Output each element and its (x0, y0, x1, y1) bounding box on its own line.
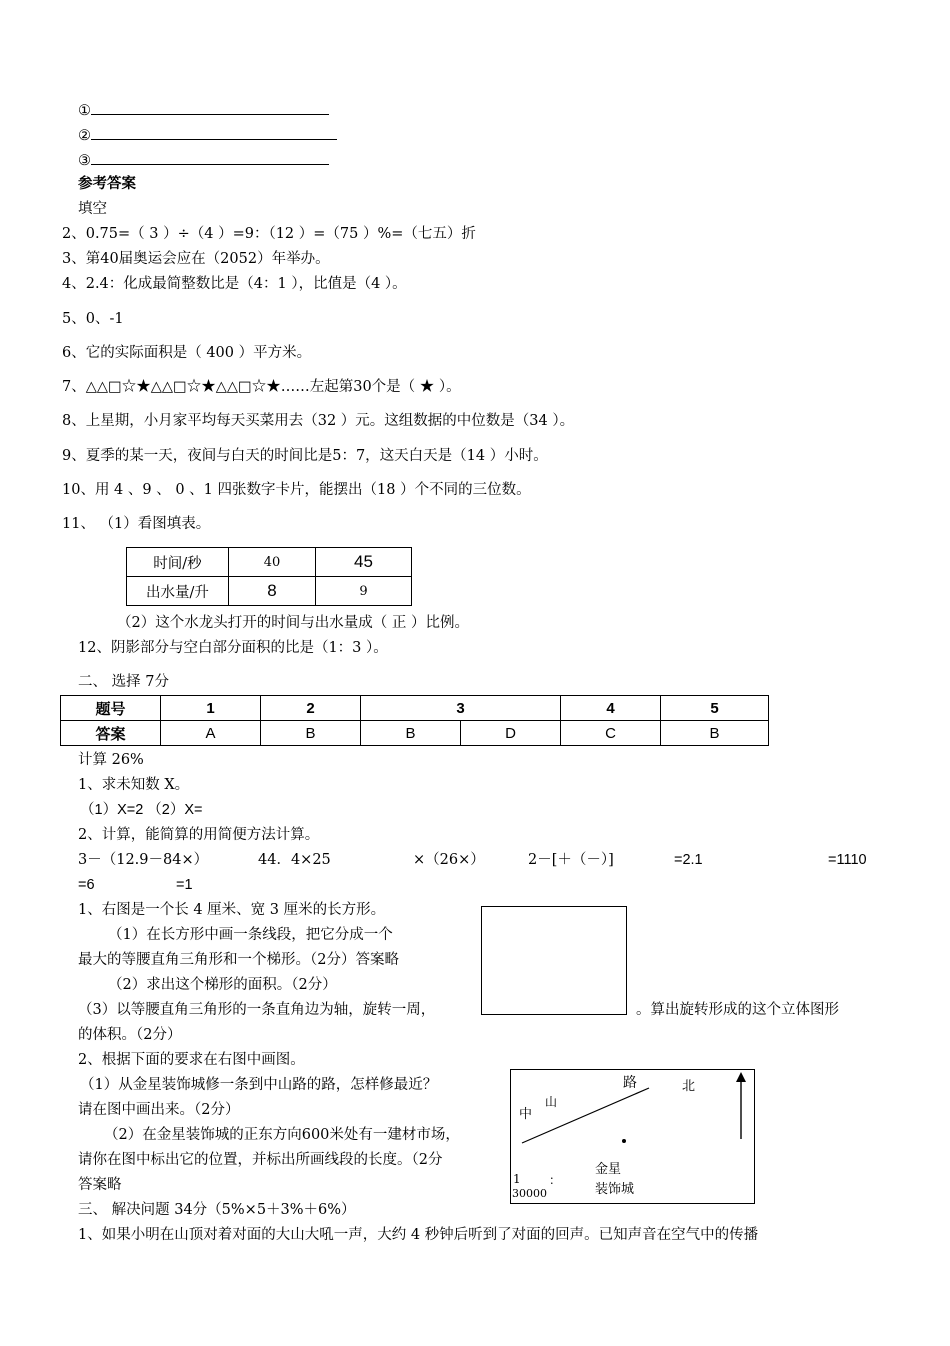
map-road-char: 中 (519, 1107, 533, 1122)
calc-result: =1 (176, 877, 193, 893)
geo-p1d-right: 。算出旋转形成的这个立体图形 (636, 1002, 839, 1018)
water-table (126, 547, 412, 606)
blank-line-1: ① (78, 100, 329, 120)
geo-p1a: （1）在长方形中画一条线段，把它分成一个 (108, 927, 393, 943)
choice-number: 5 (661, 696, 769, 721)
water-table-label: 出水量/升 (127, 577, 229, 606)
blank-line-3: ③ (78, 150, 329, 170)
choice-number: 4 (561, 696, 661, 721)
fill-q8: 8、上星期，小月家平均每天买菜用去（32 ）元。这组数据的中位数是（34 ）。 (62, 413, 575, 429)
calc-expr: 2－[＋（－）] (528, 852, 614, 868)
fill-q3: 3、第40届奥运会应在（2052）年举办。 (62, 251, 330, 267)
fill-q10: 10、用 4 、9 、 0 、1 四张数字卡片，能摆出（18 ）个不同的三位数。 (62, 482, 531, 498)
fill-heading: 填空 (78, 201, 107, 217)
geo-p1e: 的体积。（2分） (78, 1027, 182, 1043)
geo-p1d: （3）以等腰直角三角形的一条直角边为轴，旋转一周， (78, 1002, 436, 1018)
calc-result: =6 (78, 877, 95, 893)
calc-expr: 3－（12.9－84×） (78, 852, 209, 868)
calc-expr: ×（26×） (413, 852, 485, 868)
choice-answer: C (561, 721, 661, 746)
zhongshan-road-line (522, 1088, 649, 1143)
calc-q1-answers: （1）X=2 （2）X= (80, 802, 203, 818)
choice-table (60, 695, 769, 746)
fill-q12: 12、阴影部分与空白部分面积的比是（1：3 ）。 (78, 640, 388, 656)
map-place-label: 装饰城 (595, 1182, 635, 1197)
geo-p1c: （2）求出这个梯形的面积。（2分） (108, 977, 337, 993)
geo-p2: 2、根据下面的要求在右图中画图。 (78, 1052, 305, 1068)
geo-p2d: 请你在图中标出它的位置，并标出所画线段的长度。（2分 (78, 1152, 443, 1168)
fill-q5: 5、0、-1 (62, 311, 124, 327)
fill-q11: 11、 （1）看图填表。 (62, 516, 211, 532)
calc-q1: 1、求未知数 X。 (78, 777, 190, 793)
water-table-cell: 45 (316, 548, 412, 577)
fill-q9: 9、夏季的某一天，夜间与白天的时间比是5：7，这天白天是（14 ）小时。 (62, 448, 548, 464)
solve-q1: 1、如果小明在山顶对着对面的大山大吼一声，大约 4 秒钟后听到了对面的回声。已知声音在空气中的传播 (78, 1227, 759, 1243)
fill-q4: 4、2.4：化成最简整数比是（4：1 ），比值是（4 ）。 (62, 276, 407, 292)
fill-q6: 6、它的实际面积是（ 400 ）平方米。 (62, 345, 312, 361)
choice-answer-label: 答案 (61, 721, 161, 746)
choice-head-label: 题号 (61, 696, 161, 721)
map-road-char: 路 (623, 1075, 637, 1091)
choice-number: 2 (261, 696, 361, 721)
map-road-char: 山 (545, 1095, 558, 1109)
geo-p1: 1、右图是一个长 4 厘米、宽 3 厘米的长方形。 (78, 902, 386, 918)
water-table-cell: 40 (229, 548, 316, 577)
choice-number: 1 (161, 696, 261, 721)
geo-p2b: 请在图中画出来。（2分） (78, 1102, 240, 1118)
choice-heading: 二、 选择 7分 (78, 674, 169, 690)
choice-answer: A (161, 721, 261, 746)
rectangle-figure (481, 906, 627, 1015)
fill-q7: 7、△△□☆★△△□☆★△△□☆★……左起第30个是（ ★ ）。 (62, 379, 461, 395)
blank-line-2: ② (78, 125, 337, 145)
calc-result: =1110 (828, 852, 867, 868)
choice-answer: B (361, 721, 461, 746)
water-table-cell: 8 (229, 577, 316, 606)
answer-title: 参考答案 (78, 175, 136, 192)
choice-number: 3 (361, 696, 561, 721)
fill-q11-2: （2）这个水龙头打开的时间与出水量成（ 正 ）比例。 (117, 615, 469, 631)
water-table-cell: 9 (316, 577, 412, 606)
geo-p2e: 答案略 (78, 1177, 122, 1193)
fill-q2: 2、0.75=（ 3 ）÷（4 ）=9：（12 ）=（75 ）%=（七五）折 (62, 226, 476, 242)
geo-p1b: 最大的等腰直角三角形和一个梯形。（2分）答案略 (78, 952, 399, 968)
calc-expr: 44．4×25 (258, 852, 331, 868)
map-scale-denominator: 30000 (512, 1187, 547, 1200)
solve-heading: 三、 解决问题 34分（5%×5＋3%＋6%） (78, 1202, 356, 1218)
choice-answer: D (461, 721, 561, 746)
water-table-label: 时间/秒 (127, 548, 229, 577)
choice-answer: B (261, 721, 361, 746)
calc-q2: 2、计算，能简算的用简便方法计算。 (78, 827, 320, 843)
map-scale-colon: ： (549, 1173, 562, 1187)
map-north-label: 北 (682, 1079, 696, 1094)
north-arrowhead-icon (736, 1072, 746, 1082)
map-figure (510, 1069, 755, 1204)
geo-p2a: （1）从金星装饰城修一条到中山路的路，怎样修最近？ (80, 1077, 438, 1093)
calc-result: =2.1 (674, 852, 703, 868)
choice-answer: B (661, 721, 769, 746)
jinxing-location-dot (622, 1139, 626, 1143)
map-scale-numerator: 1 (513, 1172, 521, 1186)
calc-heading: 计算 26% (78, 752, 144, 768)
map-place-label: 金星 (595, 1162, 622, 1177)
geo-p2c: （2）在金星装饰城的正东方向600米处有一建材市场， (104, 1127, 460, 1143)
